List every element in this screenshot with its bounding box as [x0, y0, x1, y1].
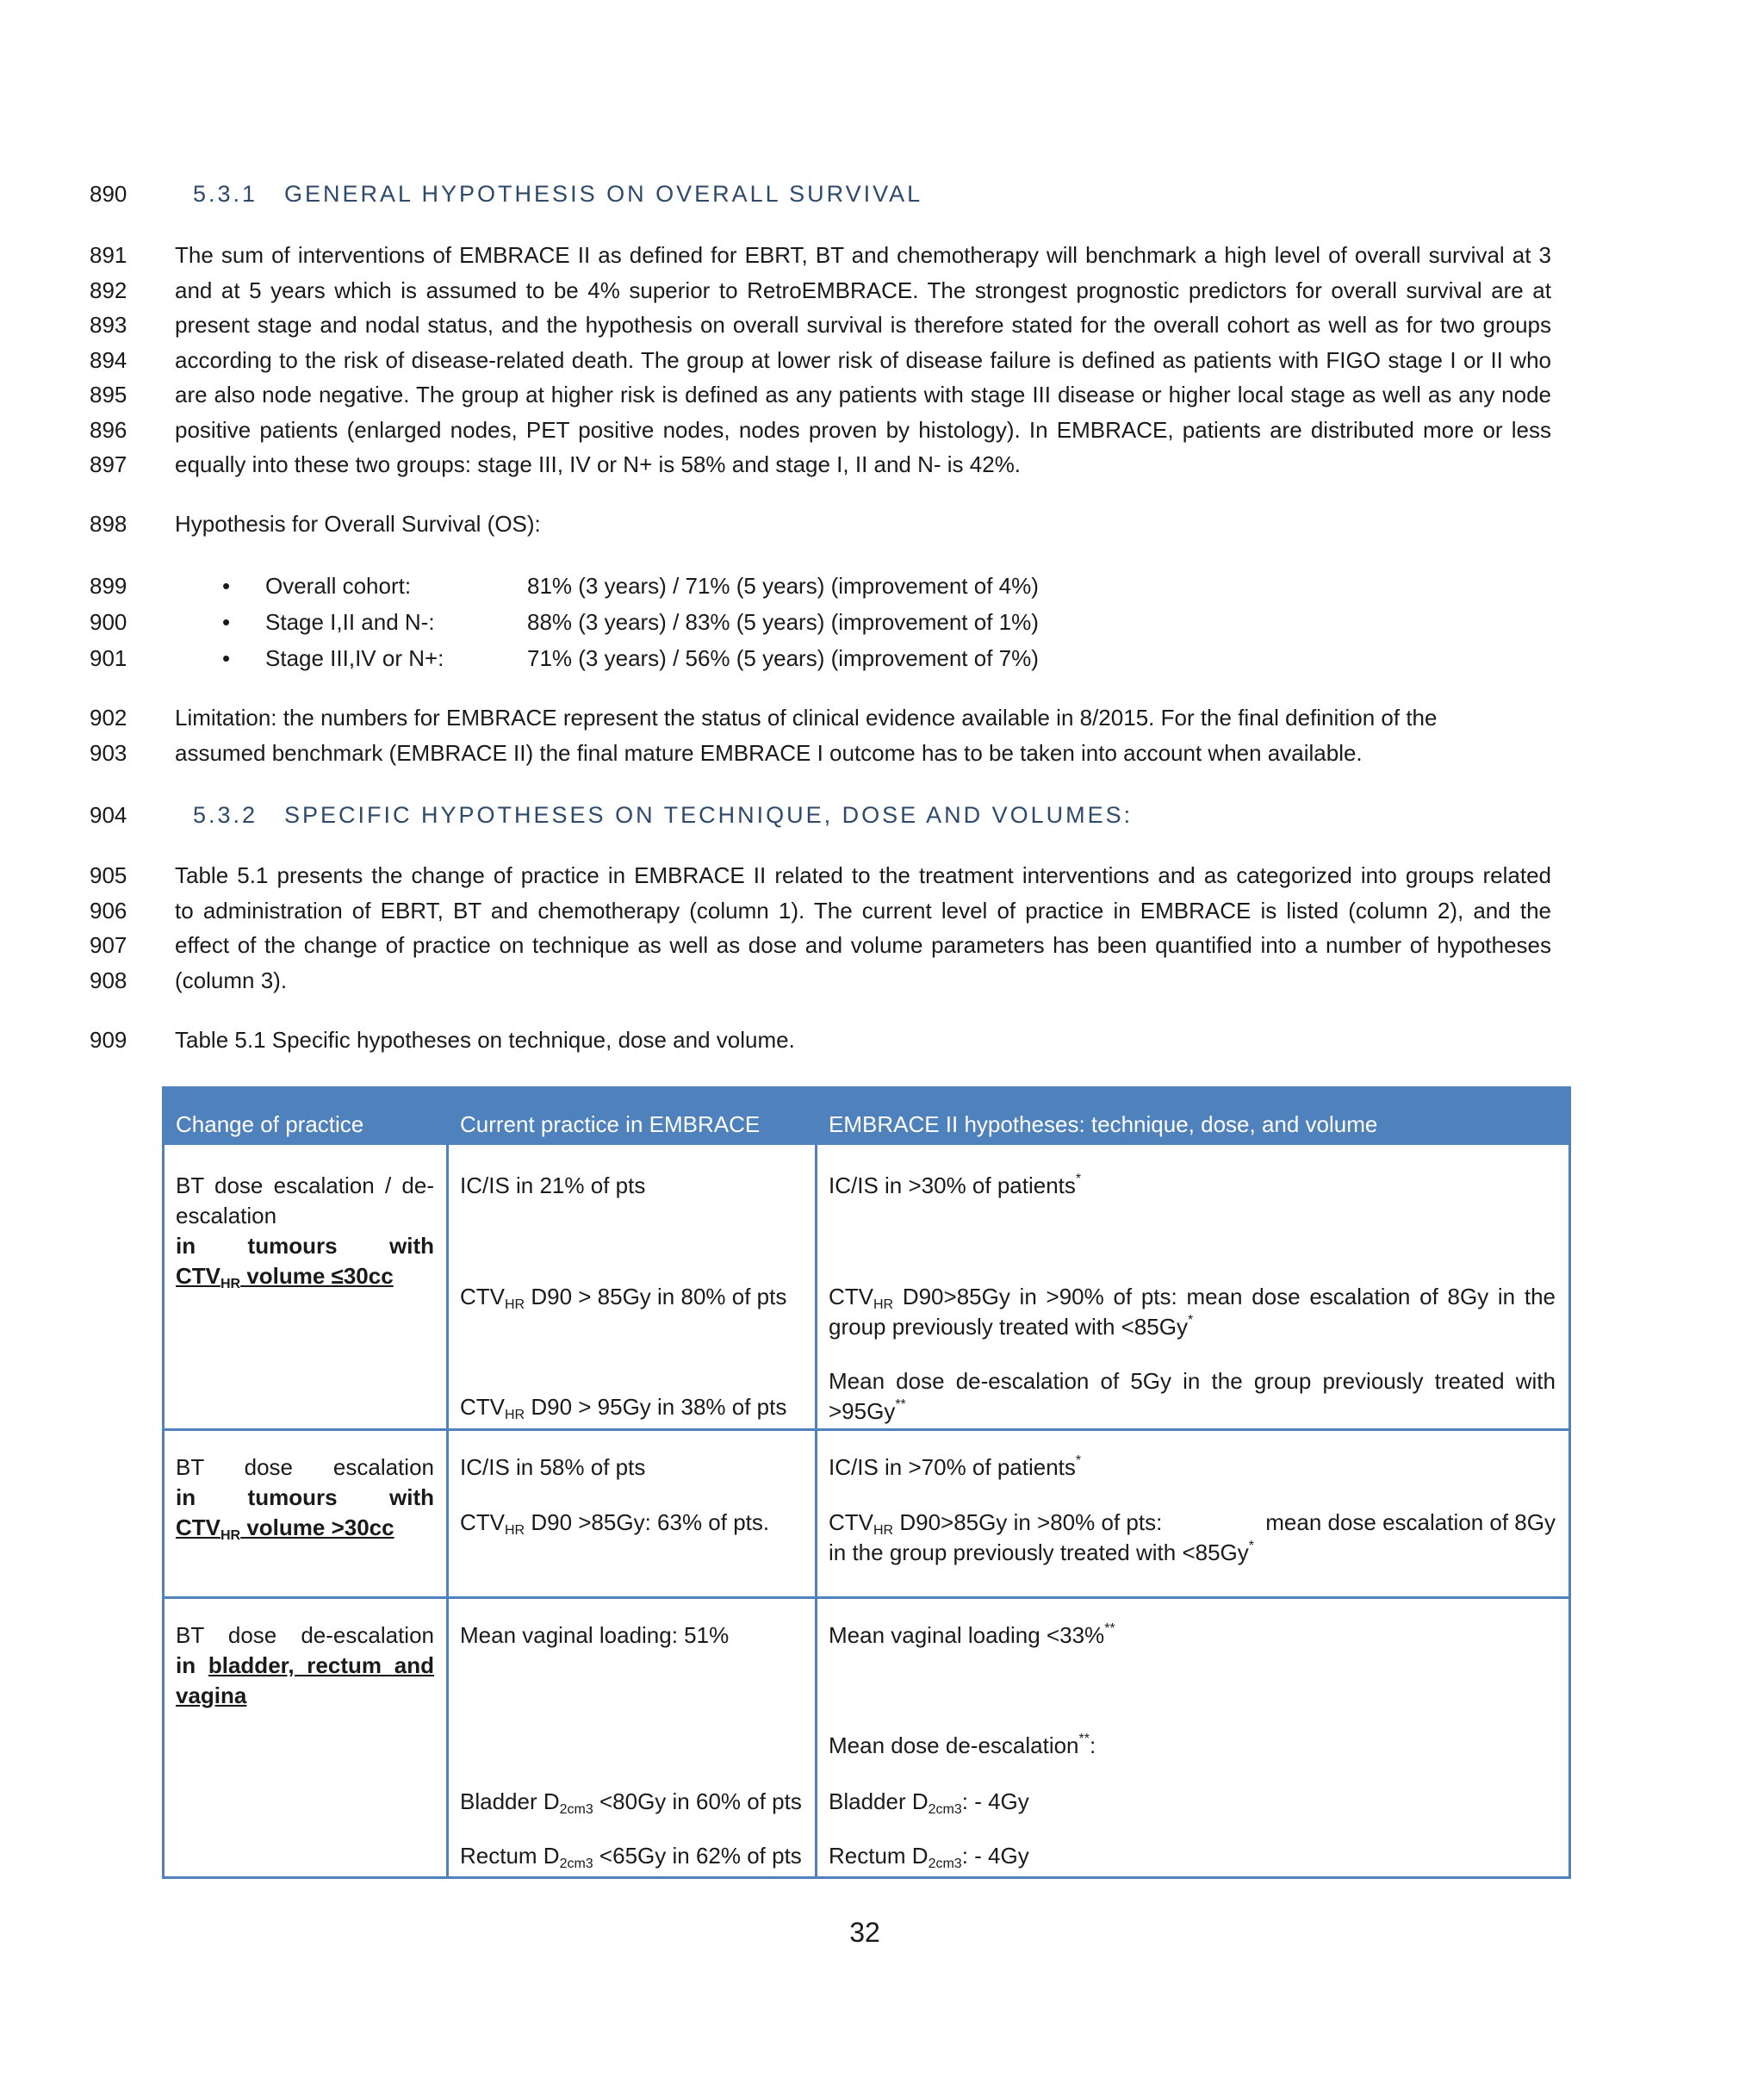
bullet-icon: • [222, 645, 231, 671]
cell-text: <65Gy in 62% of pts [593, 1843, 802, 1869]
row3-hypothesis-c [829, 1787, 1556, 1817]
cell-line: BT dose de-escalation [176, 1622, 434, 1648]
footnote-mark: ** [895, 1397, 906, 1412]
table-border [162, 1086, 165, 1879]
cell-text: Rectum D [460, 1843, 560, 1869]
footnote-mark: ** [1104, 1621, 1115, 1636]
row1-hypothesis-c [829, 1366, 1556, 1427]
limitation-line: Limitation: the numbers for EMBRACE represent the status of clinical evidence available in 8/2015. For the final definition of the [175, 705, 1438, 731]
cell-text: IC/IS in >70% of patients [829, 1454, 1076, 1480]
ctv-label: CTV [176, 1514, 220, 1540]
cell-line: BT dose escalation / de- [176, 1172, 434, 1198]
footnote-mark: * [1075, 1453, 1082, 1468]
cell-text: D90 > 85Gy in 80% of pts [525, 1284, 787, 1309]
table-header-cell: Current practice in EMBRACE [460, 1111, 761, 1137]
section-title: GENERAL HYPOTHESIS ON OVERALL SURVIVAL [284, 181, 923, 207]
line-number: 895 [90, 382, 127, 407]
ctv-label: CTV [176, 1263, 220, 1289]
line-number: 903 [90, 740, 127, 766]
row3-hypothesis-b [829, 1731, 1556, 1761]
line-number: 896 [90, 417, 127, 443]
ctv-label: CTV [829, 1509, 873, 1535]
paragraph-line: effect of the change of practice on technique as well as dose and volume parameters has been quantified into a number of hypotheses [175, 932, 1551, 958]
row2-hypothesis-a [829, 1452, 1556, 1483]
footnote-mark: * [1187, 1313, 1194, 1328]
row3-current-b [460, 1787, 802, 1817]
row1-hypothesis-b [829, 1282, 1556, 1342]
hr-subscript: HR [505, 1297, 525, 1312]
cell-line [829, 1508, 1556, 1538]
ctv-label: CTV [829, 1284, 873, 1309]
line-number: 909 [90, 1027, 127, 1053]
cell-text: <80Gy in 60% of pts [593, 1788, 802, 1814]
cell-text: in [176, 1652, 208, 1678]
hr-subscript: HR [873, 1523, 894, 1538]
line-number: 891 [90, 242, 127, 268]
hr-subscript: HR [505, 1408, 525, 1422]
cell-line [176, 1513, 434, 1543]
hypotheses-table [162, 1086, 1571, 1879]
line-number: 906 [90, 898, 127, 924]
cell-text: Bladder D [460, 1788, 560, 1814]
bullet-value: 71% (3 years) / 56% (5 years) (improvement of 7%) [527, 645, 1039, 671]
line-number: 907 [90, 932, 127, 958]
cell-line: BT dose escalation [176, 1454, 434, 1480]
cell-text: : - 4Gy [961, 1843, 1029, 1869]
hypothesis-os-intro: Hypothesis for Overall Survival (OS): [175, 511, 541, 537]
row3-current-c [460, 1841, 802, 1871]
cell-text: in the group previously treated with <85Gy [829, 1539, 1249, 1565]
line-number: 892 [90, 277, 127, 303]
line-number: 897 [90, 451, 127, 477]
cell-text: D90 >85Gy: 63% of pts. [525, 1509, 770, 1535]
paragraph-line: are also node negative. The group at higher risk is defined as any patients with stage III disease or higher local stage as well as any node [175, 382, 1551, 407]
table-border [815, 1145, 817, 1879]
volume-label: volume >30cc [240, 1514, 394, 1540]
row2-current-b [460, 1508, 769, 1538]
paragraph-line: according to the risk of disease-related death. The group at lower risk of disease failure is defined as patients with FIGO stage I or II who [175, 347, 1551, 373]
hr-subscript: HR [220, 1528, 241, 1543]
row3-hypothesis-a [829, 1620, 1556, 1651]
paragraph-line: The sum of interventions of EMBRACE II as defined for EBRT, BT and chemotherapy will benchmark a high level of overall survival at 3 [175, 242, 1551, 268]
cell-text: : - 4Gy [961, 1788, 1029, 1814]
row3-hypothesis-d [829, 1841, 1556, 1871]
line-number: 894 [90, 347, 127, 373]
cell-text: Rectum D [829, 1843, 929, 1869]
hr-subscript: HR [220, 1277, 241, 1291]
row1-hypothesis-a [829, 1171, 1556, 1201]
cell-text: Mean vaginal loading <33% [829, 1622, 1105, 1648]
bullet-icon: • [222, 609, 231, 635]
line-number: 900 [90, 609, 127, 635]
subscript: 2cm3 [928, 1802, 962, 1817]
row3-change-of-practice [176, 1620, 434, 1711]
section-number: 5.3.1 [193, 181, 258, 207]
cell-line: vagina [176, 1682, 247, 1708]
subscript: 2cm3 [928, 1857, 962, 1871]
table-header-cell: Change of practice [176, 1111, 364, 1137]
line-number: 890 [90, 181, 127, 207]
cell-line: in tumours with [176, 1233, 434, 1259]
subscript: 2cm3 [559, 1802, 593, 1817]
paragraph-line: positive patients (enlarged nodes, PET positive nodes, nodes proven by histology). In EMBRACE, patients are distributed more or less [175, 417, 1551, 443]
cell-text: D90>85Gy in >80% of pts: [893, 1509, 1163, 1535]
paragraph-line: present stage and nodal status, and the hypothesis on overall survival is therefore stated for the overall cohort as well as for two groups [175, 312, 1551, 338]
paragraph-line: and at 5 years which is assumed to be 4% superior to RetroEMBRACE. The strongest prognostic predictors for overall survival are at [175, 277, 1551, 303]
bullet-label: Overall cohort: [265, 573, 412, 599]
cell-text: Mean dose de-escalation of 5Gy in the group previously treated with >95Gy [829, 1368, 1556, 1424]
table-caption: Table 5.1 Specific hypotheses on technique, dose and volume. [175, 1027, 795, 1053]
line-number: 902 [90, 705, 127, 731]
subscript: 2cm3 [559, 1857, 593, 1871]
table-border [1568, 1086, 1571, 1879]
row2-change-of-practice [176, 1452, 434, 1543]
table-header-cell: EMBRACE II hypotheses: technique, dose, and volume [829, 1111, 1378, 1137]
row1-current-b [460, 1282, 786, 1312]
ctv-label: CTV [460, 1284, 505, 1309]
section-number: 5.3.2 [193, 802, 258, 828]
line-number: 898 [90, 511, 127, 537]
footnote-mark: * [1075, 1172, 1082, 1186]
bullet-value: 88% (3 years) / 83% (5 years) (improvement of 1%) [527, 609, 1039, 635]
page-number: 32 [849, 1917, 880, 1948]
row3-current-a: Mean vaginal loading: 51% [460, 1622, 730, 1648]
cell-text: Mean dose de-escalation [829, 1732, 1079, 1758]
cell-text: D90>85Gy in >90% of pts: mean dose escalation of 8Gy in the group previously treated with <85Gy [829, 1284, 1556, 1340]
ctv-label: CTV [460, 1509, 505, 1535]
cell-line: escalation [176, 1203, 277, 1228]
cell-text: : [1089, 1732, 1096, 1758]
cell-text: bladder, rectum and [208, 1652, 434, 1678]
line-number: 905 [90, 862, 127, 888]
section-title: SPECIFIC HYPOTHESES ON TECHNIQUE, DOSE AND VOLUMES: [284, 802, 1134, 828]
cell-text: D90 > 95Gy in 38% of pts [525, 1394, 787, 1420]
limitation-line: assumed benchmark (EMBRACE II) the final mature EMBRACE I outcome has to be taken into account when available. [175, 740, 1363, 766]
cell-line [176, 1261, 434, 1291]
line-number: 904 [90, 802, 127, 828]
cell-line [176, 1651, 434, 1681]
row2-hypothesis-b [829, 1508, 1556, 1568]
cell-line [829, 1538, 1556, 1568]
cell-line: in tumours with [176, 1484, 434, 1510]
footnote-mark: ** [1078, 1732, 1090, 1746]
ctv-label: CTV [460, 1394, 505, 1420]
line-number: 893 [90, 312, 127, 338]
footnote-mark: * [1248, 1539, 1255, 1553]
table-border [162, 1876, 1571, 1879]
line-number: 899 [90, 573, 127, 599]
line-number: 908 [90, 967, 127, 993]
table-border [162, 1428, 1571, 1431]
section-heading-5-3-2 [193, 802, 1133, 828]
row1-current-a: IC/IS in 21% of pts [460, 1172, 646, 1198]
bullet-icon: • [222, 573, 231, 599]
table-border [162, 1596, 1571, 1599]
paragraph-line: to administration of EBRT, BT and chemotherapy (column 1). The current level of practice in EMBRACE is listed (column 2), and the [175, 898, 1551, 924]
section-heading-5-3-1 [193, 181, 922, 207]
volume-label: volume ≤30cc [240, 1263, 394, 1289]
hr-subscript: HR [873, 1297, 894, 1312]
bullet-value: 81% (3 years) / 71% (5 years) (improvement of 4%) [527, 573, 1039, 599]
cell-text: IC/IS in >30% of patients [829, 1172, 1076, 1198]
row1-change-of-practice [176, 1171, 434, 1291]
row1-current-c [460, 1392, 786, 1422]
row2-current-a: IC/IS in 58% of pts [460, 1454, 646, 1480]
hr-subscript: HR [505, 1523, 525, 1538]
line-number: 901 [90, 645, 127, 671]
cell-text: Bladder D [829, 1788, 929, 1814]
cell-text: mean dose escalation of 8Gy [1265, 1509, 1556, 1535]
table-border [446, 1145, 449, 1879]
bullet-label: Stage I,II and N-: [265, 609, 435, 635]
paragraph-line: equally into these two groups: stage III, IV or N+ is 58% and stage I, II and N- is 42%. [175, 451, 1022, 477]
paragraph-line: (column 3). [175, 967, 288, 993]
paragraph-line: Table 5.1 presents the change of practice in EMBRACE II related to the treatment interventions and as categorized into groups related [175, 862, 1551, 888]
bullet-label: Stage III,IV or N+: [265, 645, 444, 671]
